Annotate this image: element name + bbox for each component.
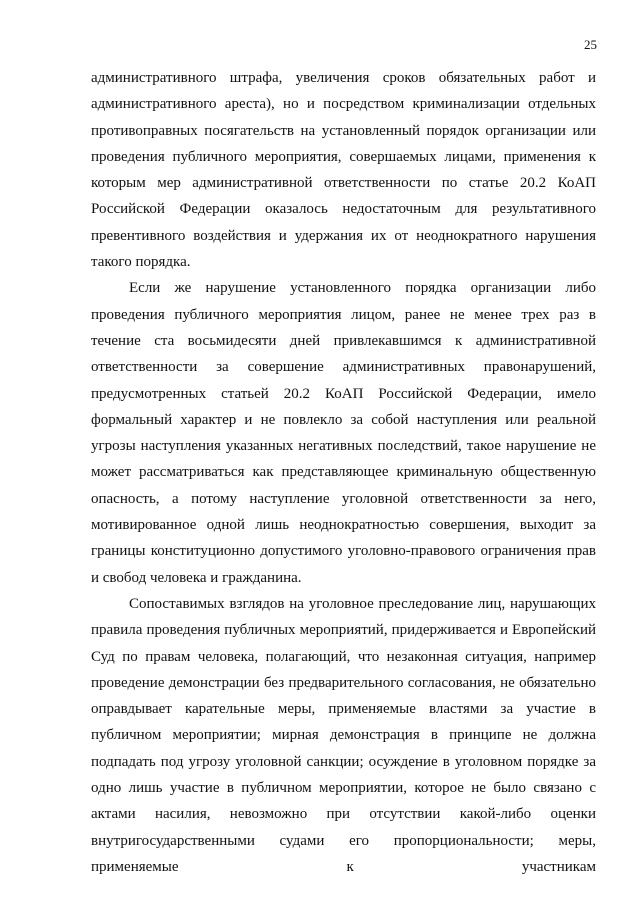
page-number: 25 — [584, 37, 597, 52]
paragraph-echr-position: Сопоставимых взглядов на уголовное преследование лиц, нарушающих правила проведения публичных мероприятий, придерживается и Европейский Суд по правам человека, полагающий, что незаконная ситуация, например проведение демонстрации без предварительного согласования, не обязательно оправдывает карательные меры, применяемые властями за участие в публичном мероприятии; мирная демонстрация в принципе не должна подпадать под угрозу уголовной санкции; осуждение в уголовном порядке за одно лишь участие в публичном мероприятии, которое не было связано с актами насилия, невозможно при отсутствии какой-либо оценки внутригосударственными судами его пропорциональности; меры, применяемые к участникам — [91, 595, 596, 875]
paragraph-violation-formal: Если же нарушение установленного порядка организации либо проведения публичного мероприятия лицом, ранее не менее трех раз в течение ста восьмидесяти дней привлекавшимся к административной ответственности за совершение административных правонарушений, предусмотренных статьей 20.2 КоАП Российской Федерации, имело формальный характер и не повлекло за собой наступления или реальной угрозы наступления указанных негативных последствий, такое нарушение не может рассматриваться как представляющее криминальную общественную опасность, а потому наступление уголовной ответственности за него, мотивированное одной лишь неоднократностью совершения, выходит за границы конституционно допустимого уголовно-правового ограничения прав и свобод человека и гражданина. — [91, 280, 596, 586]
body-text — [91, 65, 596, 880]
paragraph-continuation: административного штрафа, увеличения сроков обязательных работ и административного ареста), но и посредством криминализации отдельных противоправных посягательств на установленный порядок организации или проведения публичного мероприятия, совершаемых лицами, применения к которым мер административной ответственности по статье 20.2 КоАП Российской Федерации оказалось недостаточным для результативного превентивного воздействия и удержания их от неоднократного нарушения такого порядка. — [91, 70, 596, 271]
